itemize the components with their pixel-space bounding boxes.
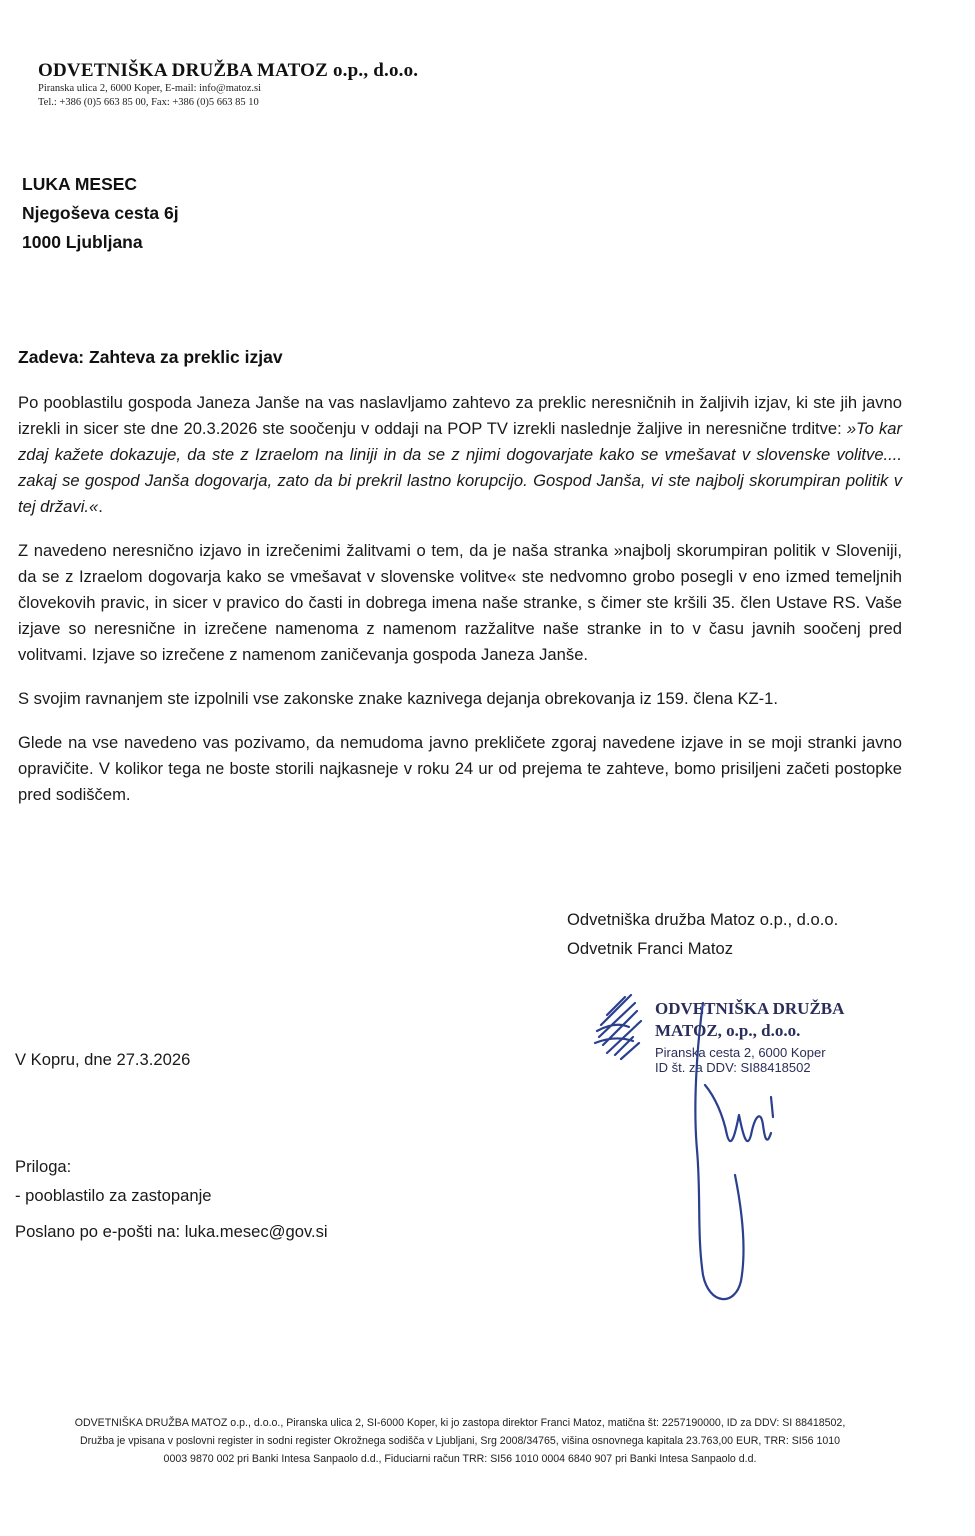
signature-attorney: Odvetnik Franci Matoz [567,939,733,958]
stamp-line-2: MATOZ, o.p., d.o.o. [655,1021,801,1040]
footer-line-2: Družba je vpisana v poslovni register in sodni register Okrožnega sodišča v Ljubljani, Srg 2008/34765, višina osnovnega kapitala 23.763,00 EUR, TRR: SI56 1010 [79,1435,841,1447]
body-paragraph-1 [18,390,902,520]
body-paragraph-2: Z navedeno neresnično izjavo in izrečenimi žalitvami o tem, da je naša stranka »najbolj skorumpiran politik v Sloveniji, da se z Izraelom dogovarja kako se vmešavat v slovenske volitve« ste nedvomno grobo posegli v eno izmed temeljnih človekovih pravic, in sicer v pravico do časti in dobrega imena naše stranke, s čimer ste kršili 35. člen Ustave RS. Vaše izjave so neresnične in izrečene namenoma z namenom razžalitve naše stranke in to v času javnih soočenj pred volitvami. Izjave so izrečene z namenom zaničevanja gospoda Janeza Janše. [18,541,902,664]
recipient-name: LUKA MESEC [22,174,138,194]
recipient-city: 1000 Ljubljana [22,232,143,252]
signature-block [567,905,838,963]
paragraph-1-intro: Po pooblastilu gospoda Janeza Janše na vas naslavljamo zahtevo za preklic neresničnih in žaljivih izjav, ki ste jih javno izrekli in sicer ste dne 20.3.2026 ste soočenju v oddaji na POP TV izrekli naslednje žaljive in neresnične trditve: [18,393,902,438]
place-and-date: V Kopru, dne 27.3.2026 [15,1050,191,1069]
stamp-line-4: ID št. za DDV: SI88418502 [655,1060,811,1075]
footer-line-3: 0003 9870 002 pri Banki Intesa Sanpaolo d.d., Fiduciarni račun TRR: SI56 1010 0004 6840 907 pri Banki Intesa Sanpaolo d.d. [163,1453,757,1465]
body-paragraph-4: Glede na vse navedeno vas pozivamo, da nemudoma javno prekličete zgoraj navedene izjave in se moji stranki javno opravičite. V kolikor tega ne boste storili najkasneje v roku 24 ur od prejema te zahteve, bomo prisiljeni začeti postopke pred sodiščem. [18,733,902,804]
company-stamp [585,985,885,1315]
paragraph-1-end: . [98,497,103,516]
attachments-label: Priloga: [15,1157,72,1176]
footer [18,1414,902,1468]
letterhead-phone: Tel.: +386 (0)5 663 85 00, Fax: +386 (0)5 663 85 10 [38,97,259,108]
stamp-line-3: Piranska cesta 2, 6000 Koper [655,1045,826,1060]
recipient-street: Njegoševa cesta 6j [22,203,179,223]
letterhead-address: Piranska ulica 2, 6000 Koper, E-mail: info@matoz.si [38,83,261,94]
signature-firm: Odvetniška družba Matoz o.p., d.o.o. [567,910,839,929]
handwritten-signature-icon [585,985,885,1315]
attachments-block [15,1152,211,1210]
letter-body [18,390,902,826]
subject-line: Zadeva: Zahteva za preklic izjav [18,347,283,367]
letterhead-firm-name: ODVETNIŠKA DRUŽBA MATOZ o.p., d.o.o. [38,60,419,81]
quoted-statement: »To kar zdaj kažete dokazuje, da ste z Izraelom na liniji in da se z njimi dogovarjate kako se vmešavat v slovenske volitve.... zakaj se gospod Janša dogovarja, zato da bi prekril lastno korupcijo. Gospod Janša, vi ste najbolj skorumpiran politik v tej državi.« [18,419,903,516]
recipient-block [22,170,179,257]
body-paragraph-3: S svojim ravnanjem ste izpolnili vse zakonske znake kaznivega dejanja obrekovanja iz 159. člena KZ-1. [18,689,779,708]
stamp-line-1: ODVETNIŠKA DRUŽBA [655,999,845,1018]
attachment-item: - pooblastilo za zastopanje [15,1186,212,1205]
sent-by-email: Poslano po e-pošti na: luka.mesec@gov.si [15,1222,328,1241]
footer-line-1: ODVETNIŠKA DRUŽBA MATOZ o.p., d.o.o., Piranska ulica 2, SI-6000 Koper, ki jo zastopa direktor Franci Matoz, matična št: 2257190000, ID za DDV: SI 88418502, [74,1417,846,1429]
letterhead [38,60,418,110]
